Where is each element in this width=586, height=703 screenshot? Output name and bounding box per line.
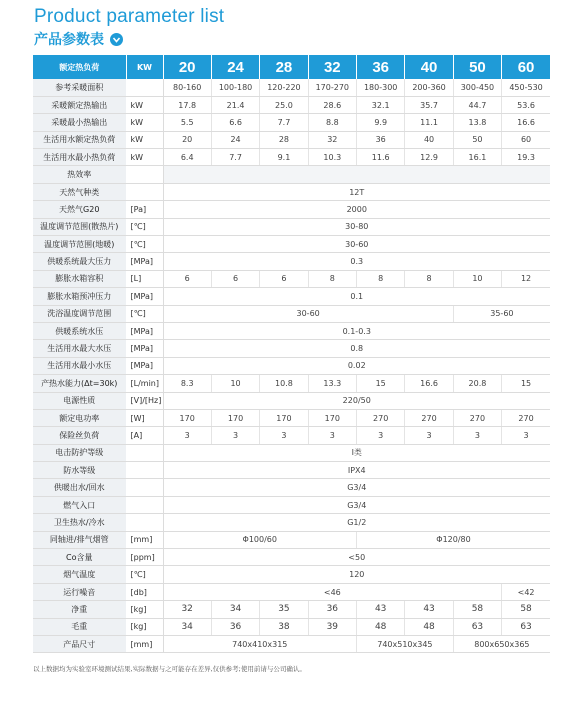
row-label: 电击防护等级 (33, 444, 126, 461)
row-label: 毛重 (33, 618, 126, 635)
value-cell: 9.1 (260, 149, 308, 166)
value-cell: 740x510x345 (357, 636, 454, 653)
row-unit: [mm] (126, 531, 163, 548)
value-cell: Φ100/60 (163, 531, 357, 548)
row-unit (126, 479, 163, 496)
row-unit: [MPa] (126, 288, 163, 305)
table-row (33, 409, 550, 426)
row-label: 电源性质 (33, 392, 126, 409)
row-label: 供暖系统水压 (33, 322, 126, 339)
row-label: 参考采暖面积 (33, 79, 126, 96)
value-cell: 32.1 (357, 96, 405, 113)
table-row (33, 462, 550, 479)
row-unit (126, 166, 163, 183)
row-unit: kW (126, 131, 163, 148)
table-row (33, 288, 550, 305)
table-row (33, 514, 550, 531)
table-row (33, 375, 550, 392)
row-label: 洗浴温度调节范围 (33, 305, 126, 322)
row-unit: [MPa] (126, 253, 163, 270)
value-cell: 8 (308, 270, 356, 287)
header-model: 60 (502, 55, 550, 79)
value-cell: 10 (211, 375, 259, 392)
row-label: 同轴进/排气烟管 (33, 531, 126, 548)
row-unit: [A] (126, 427, 163, 444)
row-unit: [℃] (126, 218, 163, 235)
value-cell: 30-60 (163, 236, 550, 253)
row-unit: [kg] (126, 618, 163, 635)
value-cell: IPX4 (163, 462, 550, 479)
table-row (33, 601, 550, 618)
table-row (33, 322, 550, 339)
value-cell: 35 (260, 601, 308, 618)
value-cell: 8 (357, 270, 405, 287)
row-unit (126, 183, 163, 200)
value-cell: 120 (163, 566, 550, 583)
value-cell: 30-60 (163, 305, 453, 322)
value-cell: 58 (502, 601, 550, 618)
row-unit: kW (126, 149, 163, 166)
value-cell: 270 (405, 409, 453, 426)
row-label: 生活用水最小热负荷 (33, 149, 126, 166)
table-row (33, 79, 550, 96)
value-cell: 32 (163, 601, 211, 618)
value-cell: 3 (308, 427, 356, 444)
row-unit: [℃] (126, 305, 163, 322)
value-cell: 32 (308, 131, 356, 148)
value-cell: 43 (405, 601, 453, 618)
table-row (33, 305, 550, 322)
value-cell: 5.5 (163, 114, 211, 131)
row-unit: kW (126, 114, 163, 131)
row-label: 膨胀水箱预冲压力 (33, 288, 126, 305)
value-cell: 38 (260, 618, 308, 635)
table-row (33, 253, 550, 270)
row-label: 保险丝负荷 (33, 427, 126, 444)
row-label: 产热水能力(Δt=30k) (33, 375, 126, 392)
value-cell: 10.8 (260, 375, 308, 392)
table-row (33, 444, 550, 461)
value-cell: 39 (308, 618, 356, 635)
value-cell: 0.3 (163, 253, 550, 270)
value-cell: Φ120/80 (357, 531, 551, 548)
value-cell: 48 (405, 618, 453, 635)
value-cell: 0.1-0.3 (163, 322, 550, 339)
row-label: 烟气温度 (33, 566, 126, 583)
value-cell: 16.6 (405, 375, 453, 392)
value-cell: 3 (502, 427, 550, 444)
value-cell: 35.7 (405, 96, 453, 113)
table-row (33, 218, 550, 235)
table-row (33, 166, 550, 183)
value-cell: 21.4 (211, 96, 259, 113)
value-cell: 740x410x315 (163, 636, 357, 653)
value-cell: 0.1 (163, 288, 550, 305)
header-model: 24 (211, 55, 259, 79)
table-row (33, 96, 550, 113)
value-cell: 3 (211, 427, 259, 444)
table-row (33, 131, 550, 148)
row-unit: [mm] (126, 636, 163, 653)
row-unit: [V]/[Hz] (126, 392, 163, 409)
value-cell: 25.0 (260, 96, 308, 113)
page-title-en: Product parameter list (34, 6, 225, 27)
table-body (33, 79, 550, 653)
row-unit: [℃] (126, 236, 163, 253)
value-cell: 7.7 (260, 114, 308, 131)
value-cell: 7.7 (211, 149, 259, 166)
row-unit: [MPa] (126, 357, 163, 374)
table-row (33, 183, 550, 200)
value-cell: 3 (260, 427, 308, 444)
value-cell: 17.8 (163, 96, 211, 113)
row-label: 产品尺寸 (33, 636, 126, 653)
table-row (33, 201, 550, 218)
value-cell: 36 (211, 618, 259, 635)
table-row (33, 357, 550, 374)
row-unit: [MPa] (126, 322, 163, 339)
row-label: 温度调节范围(散热片) (33, 218, 126, 235)
value-cell: 30-80 (163, 218, 550, 235)
row-label: 供暖系统最大压力 (33, 253, 126, 270)
value-cell: 8.8 (308, 114, 356, 131)
row-unit: [℃] (126, 566, 163, 583)
row-label: 防水等级 (33, 462, 126, 479)
value-cell: 3 (163, 427, 211, 444)
table-row (33, 496, 550, 513)
row-label: 净重 (33, 601, 126, 618)
value-cell: 6 (163, 270, 211, 287)
value-cell: 170-270 (308, 79, 356, 96)
row-unit: [Pa] (126, 201, 163, 218)
table-row (33, 583, 550, 600)
header-rated-load-label: 额定热负荷 (33, 55, 126, 79)
table-row (33, 549, 550, 566)
row-unit (126, 444, 163, 461)
value-cell: 34 (211, 601, 259, 618)
header-unit-label: KW (126, 55, 163, 79)
value-cell: 53.6 (502, 96, 550, 113)
header-model: 40 (405, 55, 453, 79)
parameter-table (33, 55, 550, 653)
row-unit: [kg] (126, 601, 163, 618)
row-label: 生活用水额定热负荷 (33, 131, 126, 148)
row-label: 供暖出水/回水 (33, 479, 126, 496)
value-cell: 120-220 (260, 79, 308, 96)
value-cell: 28 (260, 131, 308, 148)
value-cell: 36 (308, 601, 356, 618)
row-label: 膨胀水箱容积 (33, 270, 126, 287)
table-row (33, 392, 550, 409)
value-cell: 170 (260, 409, 308, 426)
value-cell: 24 (211, 131, 259, 148)
table-row (33, 479, 550, 496)
value-cell: 13.8 (453, 114, 501, 131)
row-unit (126, 462, 163, 479)
value-cell: 6.4 (163, 149, 211, 166)
value-cell: 800x650x365 (453, 636, 550, 653)
table-row (33, 427, 550, 444)
row-unit: [W] (126, 409, 163, 426)
row-label: Co含量 (33, 549, 126, 566)
value-cell: 13.3 (308, 375, 356, 392)
row-unit (126, 79, 163, 96)
value-cell (163, 166, 550, 183)
table-row (33, 618, 550, 635)
row-unit (126, 496, 163, 513)
value-cell: 28.6 (308, 96, 356, 113)
table-header-row (33, 55, 550, 79)
row-unit: [L] (126, 270, 163, 287)
value-cell: 20.8 (453, 375, 501, 392)
value-cell: 170 (163, 409, 211, 426)
value-cell: 10.3 (308, 149, 356, 166)
row-label: 热效率 (33, 166, 126, 183)
header-model: 32 (308, 55, 356, 79)
header-model: 50 (453, 55, 501, 79)
value-cell: 40 (405, 131, 453, 148)
row-unit: [ppm] (126, 549, 163, 566)
row-label: 燃气入口 (33, 496, 126, 513)
value-cell: 20 (163, 131, 211, 148)
value-cell: 220/50 (163, 392, 550, 409)
table-row (33, 270, 550, 287)
header-model: 36 (357, 55, 405, 79)
value-cell: 43 (357, 601, 405, 618)
row-label: 生活用水最大水压 (33, 340, 126, 357)
value-cell: 170 (211, 409, 259, 426)
value-cell: 36 (357, 131, 405, 148)
value-cell: 270 (357, 409, 405, 426)
row-unit: [MPa] (126, 340, 163, 357)
value-cell: 15 (502, 375, 550, 392)
value-cell: 10 (453, 270, 501, 287)
value-cell: 3 (357, 427, 405, 444)
value-cell: 8 (405, 270, 453, 287)
row-unit: [L/min] (126, 375, 163, 392)
value-cell: 6.6 (211, 114, 259, 131)
value-cell: 170 (308, 409, 356, 426)
value-cell: 63 (453, 618, 501, 635)
value-cell: 300-450 (453, 79, 501, 96)
value-cell: 200-360 (405, 79, 453, 96)
value-cell: 9.9 (357, 114, 405, 131)
header-model: 20 (163, 55, 211, 79)
value-cell: 60 (502, 131, 550, 148)
page-title-cn-text: 产品参数表 (34, 32, 104, 48)
value-cell: 8.3 (163, 375, 211, 392)
row-label: 生活用水最小水压 (33, 357, 126, 374)
value-cell: 48 (357, 618, 405, 635)
value-cell: 34 (163, 618, 211, 635)
value-cell: 50 (453, 131, 501, 148)
value-cell: 80-160 (163, 79, 211, 96)
value-cell: 12.9 (405, 149, 453, 166)
row-label: 温度调节范围(地暖) (33, 236, 126, 253)
row-label: 天然气种类 (33, 183, 126, 200)
row-label: 采暖额定热输出 (33, 96, 126, 113)
table-row (33, 340, 550, 357)
value-cell: 450-530 (502, 79, 550, 96)
value-cell: 6 (211, 270, 259, 287)
value-cell: 270 (453, 409, 501, 426)
value-cell: 58 (453, 601, 501, 618)
row-unit (126, 514, 163, 531)
value-cell: <42 (502, 583, 550, 600)
row-label: 卫生热水/冷水 (33, 514, 126, 531)
table-row (33, 149, 550, 166)
table-row (33, 114, 550, 131)
value-cell: G3/4 (163, 479, 550, 496)
row-label: 额定电功率 (33, 409, 126, 426)
value-cell: 2000 (163, 201, 550, 218)
chevron-down-circle-icon (110, 33, 123, 46)
value-cell: 44.7 (453, 96, 501, 113)
value-cell: 16.6 (502, 114, 550, 131)
value-cell: 12 (502, 270, 550, 287)
value-cell: 6 (260, 270, 308, 287)
value-cell: 0.02 (163, 357, 550, 374)
value-cell: 0.8 (163, 340, 550, 357)
value-cell: 11.6 (357, 149, 405, 166)
value-cell: 63 (502, 618, 550, 635)
value-cell: I类 (163, 444, 550, 461)
header-model: 28 (260, 55, 308, 79)
table-row (33, 531, 550, 548)
table-row (33, 566, 550, 583)
value-cell: 11.1 (405, 114, 453, 131)
footnote: 以上数据均为实验室环境测试结果,实际数据与之可能存在差异,仅供参考;使用前请与公司确认。 (33, 665, 306, 673)
value-cell: <50 (163, 549, 550, 566)
value-cell: 16.1 (453, 149, 501, 166)
value-cell: 12T (163, 183, 550, 200)
value-cell: 100-180 (211, 79, 259, 96)
value-cell: G1/2 (163, 514, 550, 531)
row-label: 天然气G20 (33, 201, 126, 218)
row-label: 采暖最小热输出 (33, 114, 126, 131)
table-row (33, 236, 550, 253)
page-title-cn (34, 29, 123, 49)
value-cell: 270 (502, 409, 550, 426)
row-unit: [db] (126, 583, 163, 600)
value-cell: 3 (453, 427, 501, 444)
table-row (33, 636, 550, 653)
row-label: 运行噪音 (33, 583, 126, 600)
value-cell: 15 (357, 375, 405, 392)
value-cell: <46 (163, 583, 502, 600)
row-unit: kW (126, 96, 163, 113)
value-cell: 180-300 (357, 79, 405, 96)
value-cell: 35-60 (453, 305, 550, 322)
value-cell: 19.3 (502, 149, 550, 166)
value-cell: G3/4 (163, 496, 550, 513)
value-cell: 3 (405, 427, 453, 444)
